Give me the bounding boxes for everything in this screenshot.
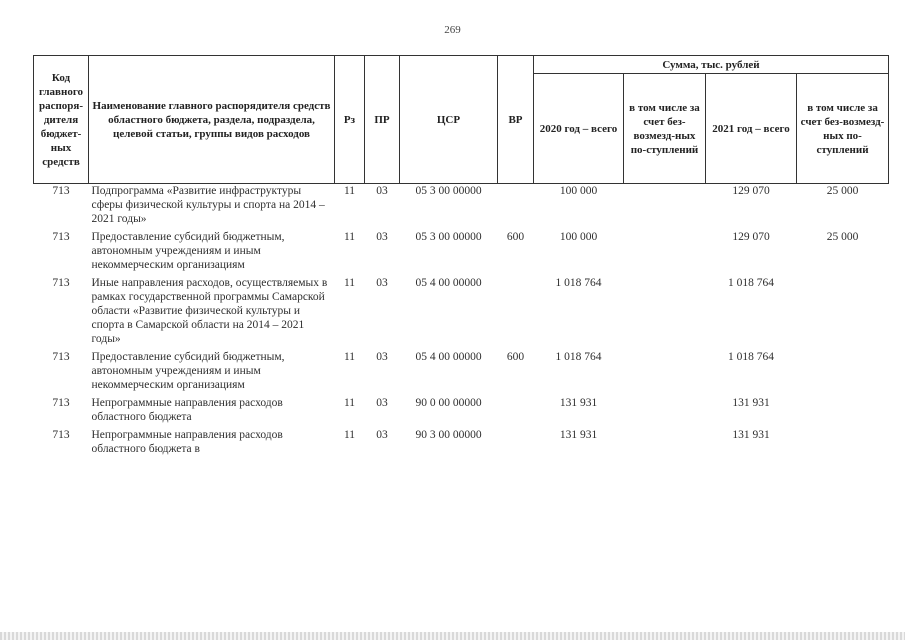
cell-pr: 03 [376, 397, 388, 409]
cell-rz: 11 [343, 231, 356, 243]
cell-pr: 03 [376, 277, 388, 289]
cell-csr: 90 0 00 00000 [415, 397, 482, 409]
cell-2021-total: 1 018 764 [728, 351, 774, 363]
cell-2020-free [624, 276, 706, 350]
header-vr: ВР [498, 56, 534, 184]
header-rz: Рз [335, 56, 365, 184]
cell-name: Непрограммные направления расходов областного бюджета [91, 397, 283, 423]
table-row [34, 350, 889, 396]
cell-csr: 05 4 00 00000 [415, 351, 482, 363]
cell-2020-free [624, 350, 706, 396]
cell-2021-free [797, 428, 889, 460]
cell-2020-total: 131 931 [559, 397, 598, 409]
cell-pr: 03 [376, 429, 388, 441]
header-sum-group: Сумма, тыс. рублей [534, 56, 889, 74]
cell-2021-total: 131 931 [732, 429, 770, 441]
table-row [34, 276, 889, 350]
cell-2021-free [797, 276, 889, 350]
cell-2021-total: 131 931 [732, 397, 770, 409]
cell-2020-free [624, 396, 706, 428]
cell-rz: 11 [343, 429, 356, 441]
header-code: Код главного распоря-дителя бюджет-ных средств [34, 56, 89, 184]
table-body [34, 184, 889, 461]
table-row [34, 396, 889, 428]
cell-csr: 90 3 00 00000 [415, 429, 482, 441]
cell-code: 713 [52, 277, 70, 289]
page-number: 269 [444, 24, 461, 36]
header-2020-free: в том числе за счет без-возмезд-ных по-ступлений [624, 74, 706, 184]
cell-code: 713 [52, 185, 70, 197]
cell-2021-free [797, 350, 889, 396]
table-row [34, 230, 889, 276]
header-2021-total: 2021 год – всего [706, 74, 797, 184]
table-header [34, 56, 889, 184]
header-csr: ЦСР [400, 56, 498, 184]
cell-rz: 11 [343, 185, 356, 197]
cell-name: Непрограммные направления расходов областного бюджета в [91, 429, 283, 455]
cell-csr: 05 3 00 00000 [415, 231, 482, 243]
cell-vr [498, 396, 534, 428]
cell-csr: 05 4 00 00000 [415, 277, 482, 289]
cell-2021-free: 25 000 [826, 231, 859, 243]
cell-rz: 11 [343, 351, 356, 363]
cell-2020-total: 100 000 [559, 231, 598, 243]
cell-2020-total: 131 931 [559, 429, 598, 441]
cell-2020-total: 1 018 764 [555, 277, 602, 289]
cell-vr: 600 [506, 231, 525, 243]
table-row [34, 184, 889, 231]
cell-2021-total: 129 070 [732, 185, 770, 197]
header-name: Наименование главного распорядителя средств областного бюджета, раздела, подраздела, целевой статьи, группы видов расходов [89, 56, 335, 184]
cell-pr: 03 [376, 351, 388, 363]
cell-2021-total: 1 018 764 [728, 277, 774, 289]
cell-pr: 03 [376, 185, 388, 197]
header-2021-free: в том числе за счет без-возмезд-ных по-ступлений [797, 74, 889, 184]
cell-name: Предоставление субсидий бюджетным, автономным учреждениям и иным некоммерческим организациям [91, 231, 285, 271]
cell-2020-total: 100 000 [559, 185, 598, 197]
cell-vr [498, 276, 534, 350]
cell-2021-free: 25 000 [826, 185, 859, 197]
cell-2020-free [624, 184, 706, 231]
cell-csr: 05 3 00 00000 [415, 185, 482, 197]
cell-code: 713 [52, 351, 70, 363]
header-2020-total: 2020 год – всего [534, 74, 624, 184]
cell-rz: 11 [343, 397, 356, 409]
cell-vr: 600 [506, 351, 525, 363]
cell-vr [498, 184, 534, 231]
cell-name: Предоставление субсидий бюджетным, автономным учреждениям и иным некоммерческим организациям [91, 351, 285, 391]
header-pr: ПР [365, 56, 400, 184]
cell-2020-free [624, 428, 706, 460]
scan-edge-band [0, 632, 905, 640]
cell-rz: 11 [343, 277, 356, 289]
budget-table [33, 55, 889, 460]
cell-2020-total: 1 018 764 [555, 351, 602, 363]
cell-name: Подпрограмма «Развитие инфраструктуры сферы физической культуры и спорта на 2014 – 2021 годы» [91, 185, 325, 225]
cell-code: 713 [52, 397, 70, 409]
cell-2020-free [624, 230, 706, 276]
cell-pr: 03 [376, 231, 388, 243]
table-row [34, 428, 889, 460]
cell-2021-free [797, 396, 889, 428]
cell-name: Иные направления расходов, осуществляемых в рамках государственной программы Самарской области «Развитие физической культуры и спорта в Самарской области на 2014 – 2021 годы» [91, 277, 328, 345]
cell-code: 713 [52, 429, 70, 441]
cell-2021-total: 129 070 [732, 231, 770, 243]
cell-code: 713 [52, 231, 70, 243]
cell-vr [498, 428, 534, 460]
